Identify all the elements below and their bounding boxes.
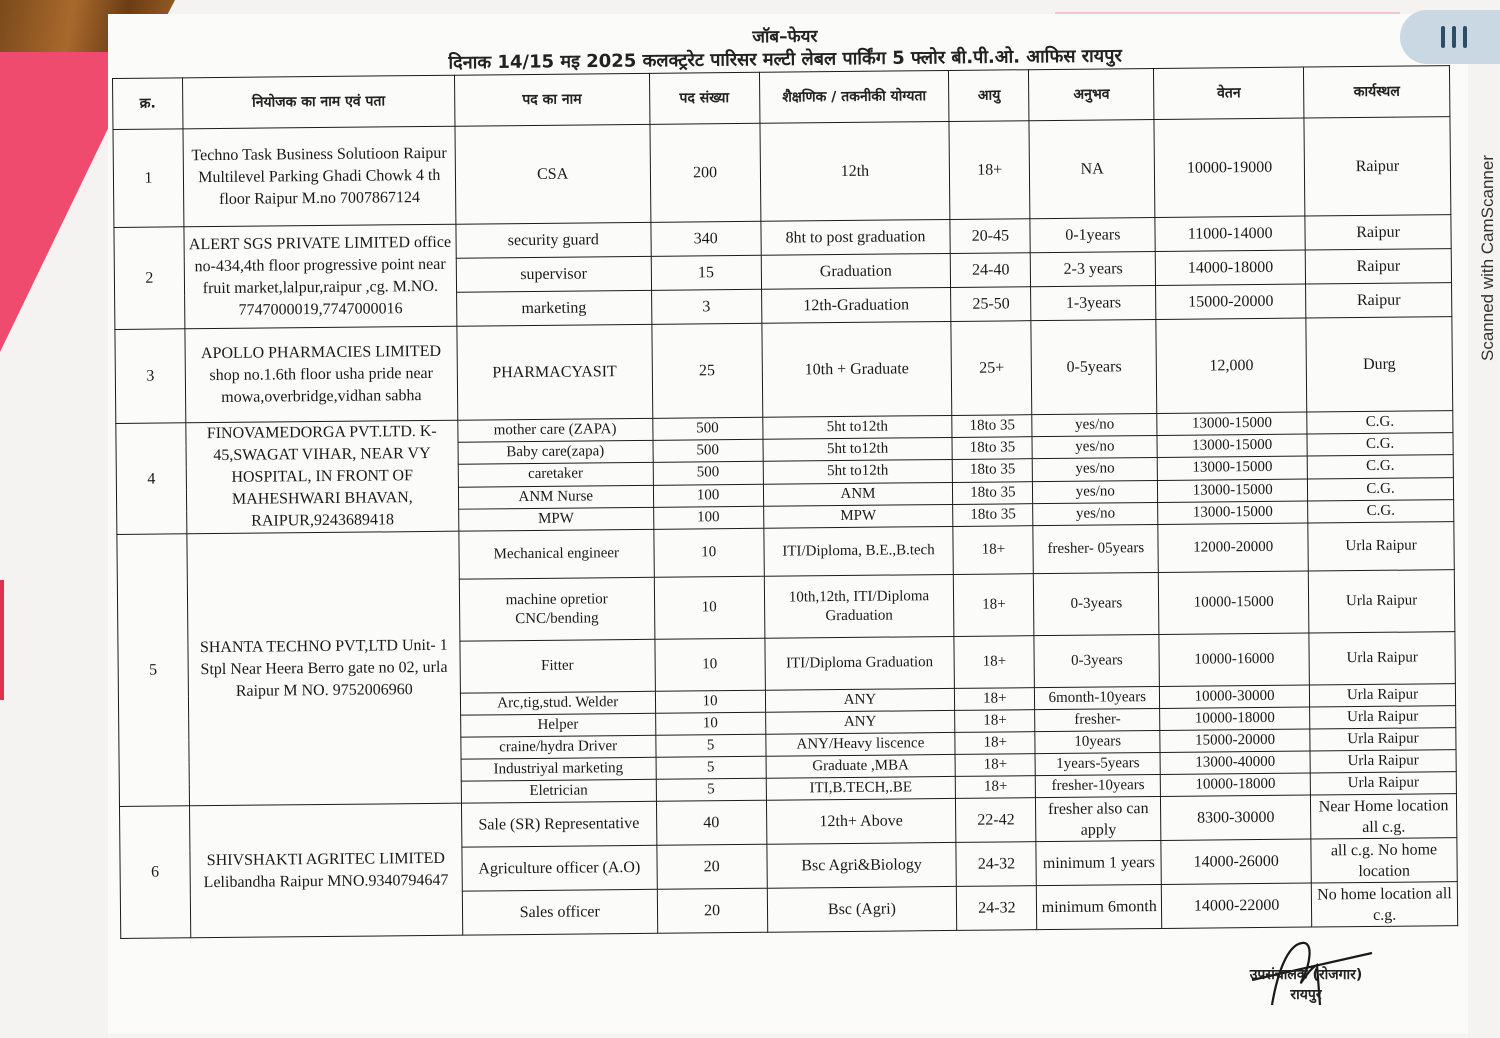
table-row: [113, 117, 1451, 228]
qualification: 5ht to12th: [762, 415, 952, 439]
document-title: जॉब–फेयर: [752, 26, 818, 48]
post-name: Sale (SR) Representative: [461, 801, 656, 847]
experience: 0-1years: [1030, 217, 1155, 252]
salary: 10000-19000: [1154, 118, 1305, 217]
table-row: [115, 317, 1453, 424]
work-location: Urla Raipur: [1310, 728, 1456, 751]
work-location: Near Home location all c.g.: [1311, 794, 1457, 839]
experience: fresher-10years: [1036, 774, 1161, 797]
qualification: ANY: [765, 710, 955, 734]
camscanner-watermark: Scanned with CamScanner: [1478, 154, 1497, 362]
post-count: 5: [656, 756, 766, 779]
employer-name-address: APOLLO PHARMACIES LIMITED shop no.1.6th floor usha pride near mowa,overbridge,vidhan sabha: [185, 326, 458, 423]
work-location: C.G.: [1307, 433, 1453, 457]
work-location: Urla Raipur: [1309, 684, 1455, 707]
post-name: Fitter: [460, 639, 655, 693]
salary: 14000-18000: [1155, 250, 1305, 285]
post-name: Agriculture officer (A.O): [462, 845, 657, 891]
post-count: 15: [651, 255, 761, 290]
experience: 1years-5years: [1035, 752, 1160, 775]
post-name: mother care (ZAPA): [458, 418, 653, 442]
experience: 6month-10years: [1035, 686, 1160, 709]
age: 18+: [949, 121, 1030, 220]
post-count: 340: [651, 221, 761, 256]
age: 22-42: [956, 798, 1036, 843]
post-count: 100: [653, 506, 763, 529]
work-location: all c.g. No home location: [1311, 838, 1457, 883]
signature-block: [1236, 965, 1376, 1005]
age: 18to 35: [953, 459, 1033, 482]
work-location: Urla Raipur: [1310, 750, 1456, 773]
experience: yes/no: [1032, 413, 1157, 436]
post-name: ANM Nurse: [458, 485, 653, 509]
document-subtitle: दिनाक 14/15 मइ 2025 कलक्ट्ररेट पारिसर मल्टी लेबल पार्किंग 5 फ्लोर बी.पी.ओ. आफिस रायपुर: [448, 45, 1122, 74]
post-name: machine opretior CNC/bending: [459, 577, 654, 641]
work-location: C.G.: [1308, 499, 1454, 523]
qualification: ITI/Diploma, B.E.,B.tech: [763, 526, 953, 576]
post-name: Mechanical engineer: [459, 529, 654, 579]
experience: 0-3years: [1034, 572, 1159, 635]
post-count: 100: [653, 484, 763, 507]
age: 24-32: [956, 842, 1036, 887]
salary: 10000-18000: [1160, 773, 1310, 796]
work-location: Urla Raipur: [1308, 522, 1454, 571]
post-count: 10: [654, 576, 764, 639]
post-name: Arc,tig,stud. Welder: [460, 691, 655, 715]
job-fair-table: [112, 65, 1458, 939]
salary: 13000-15000: [1158, 501, 1308, 525]
work-location: Raipur: [1306, 283, 1452, 318]
table-body: [113, 117, 1458, 939]
qualification: 10th,12th, ITI/Diploma Graduation: [764, 574, 954, 638]
qualification: 8ht to post graduation: [760, 219, 950, 255]
salary: 10000-15000: [1159, 571, 1309, 634]
age: 24-40: [951, 253, 1031, 288]
experience: yes/no: [1033, 458, 1158, 481]
qualification: ANY/Heavy liscence: [765, 732, 955, 756]
qualification: Graduation: [761, 253, 951, 289]
serial-number: 2: [114, 227, 185, 330]
salary: 12000-20000: [1158, 523, 1308, 572]
age: 18+: [955, 732, 1035, 755]
work-location: Raipur: [1305, 215, 1451, 250]
post-name: Eletrician: [461, 779, 656, 803]
qualification: ITI/Diploma Graduation: [764, 636, 954, 690]
experience: 10years: [1035, 730, 1160, 753]
work-location: C.G.: [1307, 455, 1453, 479]
work-location: Urla Raipur: [1308, 570, 1455, 633]
header-employer: नियोजक का नाम एवं पता: [182, 75, 454, 129]
work-location: Durg: [1306, 317, 1453, 412]
age: 18to 35: [952, 415, 1032, 438]
header-sno: क्र.: [113, 78, 183, 130]
experience: 0-5years: [1031, 319, 1157, 414]
salary: 10000-18000: [1160, 707, 1310, 730]
age: 18+: [954, 574, 1035, 637]
header-count: पद संख्या: [649, 72, 759, 124]
post-name: marketing: [456, 290, 651, 326]
serial-number: 5: [117, 534, 190, 807]
post-count: 40: [656, 800, 766, 845]
post-name: supervisor: [456, 256, 651, 292]
experience: fresher-: [1035, 708, 1160, 731]
age: 18+: [954, 636, 1034, 689]
post-count: 5: [656, 778, 766, 801]
qualification: ANY: [765, 688, 955, 712]
qualification: 12th-Graduation: [761, 287, 951, 323]
experience: NA: [1029, 119, 1155, 218]
post-name: CSA: [455, 124, 651, 224]
post-name: caretaker: [458, 463, 653, 487]
post-name: PHARMACYASIT: [457, 324, 653, 420]
age: 24-32: [957, 886, 1037, 931]
age: 25-50: [951, 287, 1031, 322]
post-name: Industriyal marketing: [461, 757, 656, 781]
salary: 14000-26000: [1161, 839, 1311, 884]
experience: 1-3years: [1031, 285, 1156, 320]
age: 18to 35: [953, 503, 1033, 526]
header-location: कार्यस्थल: [1304, 66, 1450, 118]
post-name: craine/hydra Driver: [461, 735, 656, 759]
post-count: 10: [655, 638, 765, 691]
qualification: 5ht to12th: [763, 438, 953, 462]
salary: 15000-20000: [1160, 729, 1310, 752]
post-name: Sales officer: [462, 889, 657, 935]
work-location: Urla Raipur: [1310, 706, 1456, 729]
qualification: MPW: [763, 504, 953, 528]
age: 25+: [951, 321, 1032, 416]
salary: 14000-22000: [1162, 883, 1312, 928]
serial-number: 3: [115, 329, 186, 424]
employer-name-address: SHIVSHAKTI AGRITEC LIMITED Lelibandha Raipur MNO.9340794647: [189, 803, 462, 938]
work-location: C.G.: [1307, 477, 1453, 501]
post-count: 10: [654, 528, 764, 577]
signatory-city: रायपुर: [1290, 987, 1322, 1003]
qualification: 12th+ Above: [766, 798, 956, 844]
salary: 13000-15000: [1157, 434, 1307, 458]
age: 18+: [955, 710, 1035, 733]
post-count: 25: [652, 323, 763, 418]
experience: fresher also can apply: [1036, 796, 1161, 841]
post-name: Baby care(zapa): [458, 441, 653, 465]
salary: 8300-30000: [1161, 795, 1311, 840]
post-count: 10: [655, 712, 765, 735]
header-salary: वेतन: [1154, 67, 1304, 119]
qualification: Bsc (Agri): [767, 886, 957, 932]
age: 18+: [956, 776, 1036, 799]
qualification: 10th + Graduate: [761, 321, 952, 417]
qualification: ANM: [763, 482, 953, 506]
employer-name-address: Techno Task Business Solutioon Raipur Multilevel Parking Ghadi Chowk 4 th floor Raipur M.no 7007867124: [183, 126, 456, 227]
experience: yes/no: [1033, 502, 1158, 525]
qualification: 5ht to12th: [763, 460, 953, 484]
salary: 13000-40000: [1160, 751, 1310, 774]
serial-number: 6: [119, 806, 190, 939]
post-name: MPW: [458, 507, 653, 531]
post-name: Helper: [460, 713, 655, 737]
salary: 13000-15000: [1157, 456, 1307, 480]
qualification: Graduate ,MBA: [766, 754, 956, 778]
salary: 12,000: [1156, 318, 1307, 413]
age: 18to 35: [952, 437, 1032, 460]
salary: 10000-30000: [1160, 685, 1310, 708]
employer-name-address: SHANTA TECHNO PVT,LTD Unit- 1 Stpl Near Heera Berro gate no 02, urla Raipur M NO. 9752006960: [187, 531, 461, 806]
salary: 11000-14000: [1155, 216, 1305, 251]
age: 18+: [953, 526, 1033, 575]
post-count: 500: [653, 462, 763, 485]
serial-number: 1: [113, 129, 184, 228]
signatory-designation: उपसंचालक (रोजगार): [1249, 967, 1363, 983]
qualification: ITI,B.TECH,.BE: [766, 776, 956, 800]
post-count: 200: [650, 123, 761, 222]
work-location: C.G.: [1307, 411, 1453, 435]
age: 18to 35: [953, 481, 1033, 504]
employer-name-address: FINOVAMEDORGA PVT.LTD. K-45,SWAGAT VIHAR, NEAR VY HOSPITAL, IN FRONT OF MAHESHWARI BHAVAN, RAIPUR,9243689418: [186, 420, 459, 534]
post-count: 500: [652, 417, 762, 440]
salary: 13000-15000: [1157, 412, 1307, 436]
experience: fresher- 05years: [1033, 524, 1158, 573]
salary: 10000-16000: [1159, 633, 1309, 686]
employer-name-address: ALERT SGS PRIVATE LIMITED office no-434,4th floor progressive point near fruit market,lalpur,raipur ,cg. M.NO. 7747000019,7747000016: [184, 224, 457, 329]
experience: yes/no: [1032, 436, 1157, 459]
age: 18+: [955, 688, 1035, 711]
serial-number: 4: [116, 423, 187, 535]
header-post: पद का नाम: [454, 73, 649, 126]
qualification: 12th: [759, 121, 950, 221]
header-age: आयु: [949, 70, 1029, 122]
work-location: Raipur: [1304, 117, 1451, 216]
work-location: Urla Raipur: [1310, 772, 1456, 795]
camscanner-menu-button[interactable]: [1400, 10, 1500, 64]
post-count: 20: [657, 844, 767, 889]
experience: 0-3years: [1034, 634, 1159, 687]
pink-strip: [0, 580, 4, 700]
post-count: 3: [651, 289, 761, 324]
header-qualification: शैक्षणिक / तकनीकी योग्यता: [759, 70, 949, 123]
post-count: 5: [655, 734, 765, 757]
work-location: Raipur: [1305, 249, 1451, 284]
age: 18+: [955, 754, 1035, 777]
salary: 15000-20000: [1156, 284, 1306, 319]
experience: minimum 1 years: [1036, 840, 1161, 885]
header-experience: अनुभव: [1029, 69, 1154, 121]
experience: yes/no: [1033, 480, 1158, 503]
post-count: 10: [655, 690, 765, 713]
work-location: No home location all c.g.: [1311, 882, 1457, 927]
salary: 13000-15000: [1158, 479, 1308, 503]
experience: minimum 6month: [1037, 884, 1162, 929]
post-name: security guard: [456, 222, 651, 258]
qualification: Bsc Agri&Biology: [766, 842, 956, 888]
work-location: Urla Raipur: [1309, 632, 1455, 685]
post-count: 20: [657, 888, 767, 933]
post-count: 500: [653, 439, 763, 462]
age: 20-45: [950, 219, 1030, 254]
menu-bars-icon: [1441, 26, 1467, 48]
experience: 2-3 years: [1031, 251, 1156, 286]
